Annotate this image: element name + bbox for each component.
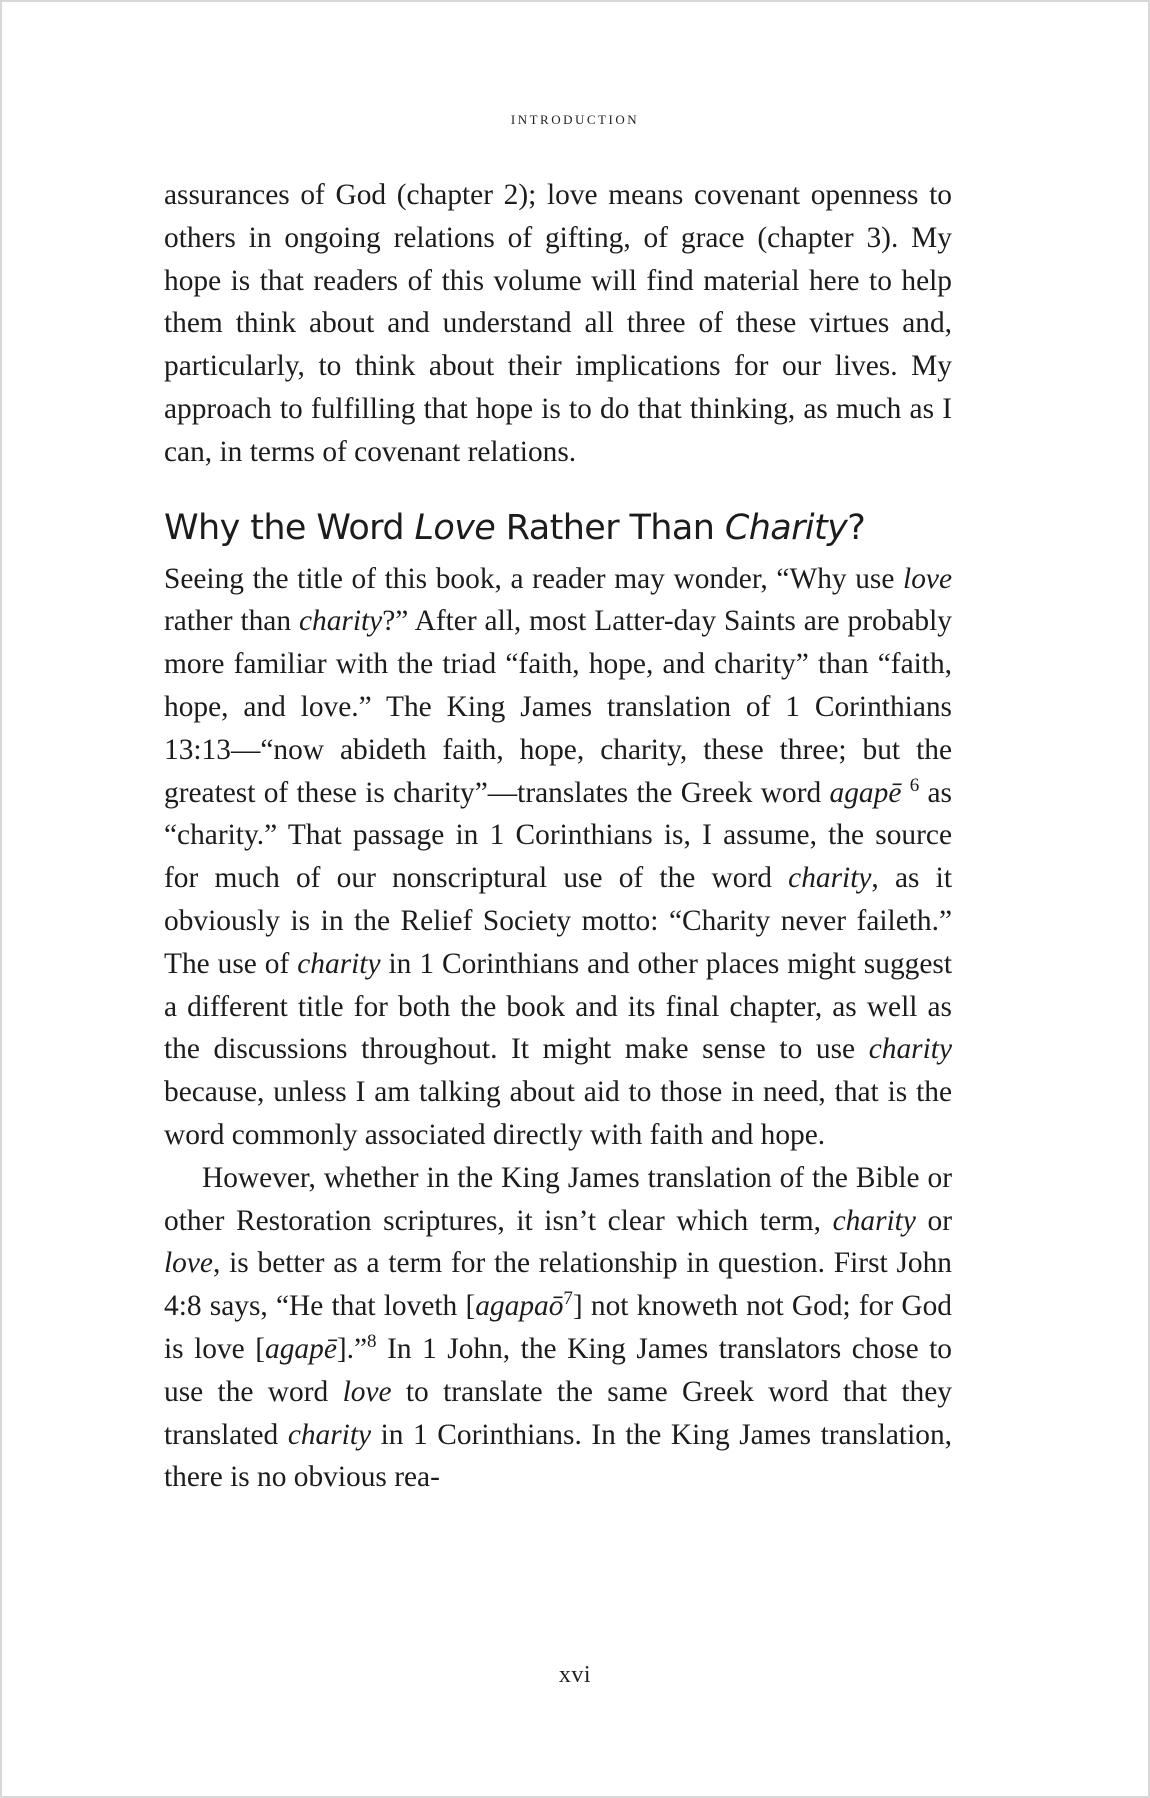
italic-text: Love: [414, 507, 496, 548]
page-number: xvi: [558, 1662, 592, 1688]
text-run: [901, 777, 909, 809]
italic-text: Charity: [724, 507, 848, 548]
text-run: in 1 Corinthians. In the King James translation, there is no obvious rea-: [164, 1418, 952, 1494]
text-run: to translate the same Greek word that they translated: [164, 1375, 952, 1451]
text-run: In 1 John, the King James translators chose to use the word: [164, 1332, 952, 1408]
italic-text: agapaō: [475, 1290, 564, 1323]
text-run: , is better as a term for the relationship in question. First John 4:8 says, “He that loveth [: [164, 1247, 952, 1323]
text-run: ].”: [336, 1332, 368, 1365]
italic-text: love: [342, 1375, 392, 1408]
italic-text: charity: [788, 862, 872, 895]
footnote-marker: 6: [909, 774, 920, 796]
italic-text: charity: [868, 1033, 952, 1066]
italic-text: agapē: [265, 1332, 337, 1365]
text-run: ?: [847, 507, 866, 548]
text-run: as “charity.” That passage in 1 Corinthians is, I assume, the source for much of our nonscriptural use of the word: [164, 776, 952, 895]
italic-text: charity: [298, 605, 383, 638]
text-run: ] not knoweth not God; for God is love [: [164, 1290, 952, 1365]
text-run: Seeing the title of this book, a reader may wonder, “Why use: [164, 562, 904, 595]
text-run: in 1 Corinthians and other places might suggest a different title for both the book and its final chapter, as well as the discussions throughout. It might make sense to use: [164, 947, 952, 1066]
text-run: Why the Word: [164, 507, 415, 548]
body-text: [164, 174, 952, 1499]
paragraph: [164, 558, 952, 1157]
text-run: , as it obviously is in the Relief Society motto: “Charity never faileth.” The use of: [164, 862, 953, 980]
paragraph: [164, 174, 952, 474]
italic-text: charity: [832, 1204, 916, 1237]
footnote-marker: 7: [563, 1288, 573, 1310]
paragraph: [164, 1157, 952, 1499]
italic-text: love: [164, 1247, 213, 1280]
italic-text: agapē: [829, 776, 902, 809]
text-run: assurances of God (chapter 2); love means covenant openness to others in ongoing relations of gifting, of grace (chapter 3). My hope is that readers of this volume will find material here to help them think about and understand all three of these virtues and, particularly, to think about their implications for our lives. My approach to fulfilling that hope is to do that thinking, as much as I can, in terms of covenant relations.: [164, 179, 952, 468]
text-run: because, unless I am talking about aid to those in need, that is the word commonly associated directly with faith and hope.: [164, 1076, 952, 1151]
text-run: However, whether in the King James translation of the Bible or other Restoration scriptures, it isn’t clear which term,: [164, 1161, 952, 1237]
running-head: introduction: [510, 108, 640, 129]
text-run: Rather Than: [495, 507, 725, 548]
text-run: or: [915, 1204, 952, 1237]
italic-text: love: [903, 562, 952, 595]
text-run: rather than: [164, 605, 299, 638]
text-run: ?” After all, most Latter-day Saints are probably more familiar with the triad “faith, hope, and charity” than “faith, hope, and love.” The King James translation of 1 Corinthians 13:13—“now abideth faith, hope, charity, these three; but the greatest of these is charity”—translates the Greek word: [164, 605, 952, 809]
italic-text: charity: [287, 1418, 372, 1451]
section-heading: [164, 504, 952, 552]
italic-text: charity: [297, 947, 381, 980]
footnote-marker: 8: [367, 1330, 377, 1352]
